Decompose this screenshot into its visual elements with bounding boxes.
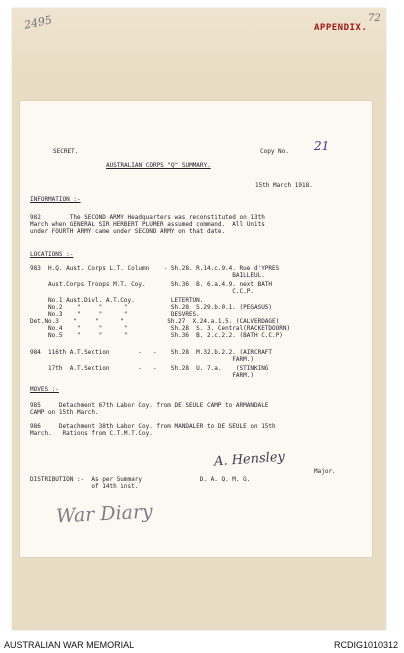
para-986-line-1: 986 Detachment 38th Labor Coy. from MANDALER to DE SEULE on 15th — [30, 423, 276, 430]
footer-institution: AUSTRALIAN WAR MEMORIAL — [4, 640, 135, 650]
distribution-line-2: of 14th inst. — [30, 483, 139, 490]
document-date: 15th March 1918. — [255, 182, 313, 189]
pencil-folio-number-left: 2495 — [22, 13, 54, 32]
para-985-line-1: 985 Detachment 67th Labor Coy. from DE SEULE CAMP to ARMANDALE — [30, 402, 269, 409]
war-diary-pencil-note: War Diary — [55, 500, 154, 528]
para-986-line-2: March. Rations from C.T.M.T.Coy. — [30, 430, 153, 437]
para-982-line-2: March when GENERAL SIR HERBERT PLUMER assumed command. All Units — [30, 221, 265, 228]
pencil-folio-number-right: 72 — [368, 13, 381, 24]
location-line: FARM.) — [30, 356, 254, 363]
location-line: FARM.) — [30, 372, 254, 379]
location-line: 983 H.Q. Aust. Corps L.T. Column - Sh.28. R.14.c.9.4. Rue d'YPRES — [30, 265, 280, 272]
location-line: 984 116th A.T.Section - - Sh.28 M.32.b.2.2. (AIRCRAFT — [30, 349, 273, 356]
location-line: 17th A.T.Section - - Sh.28 U. 7.a. (STINKING — [30, 365, 269, 372]
para-985-line-2: CAMP on 15th March. — [30, 409, 99, 416]
location-line: No.1 Aust.Divl. A.T.Coy. LETERTUN. — [30, 297, 204, 304]
moves-heading: MOVES :- — [30, 386, 59, 393]
location-line: Aust.Corps Troops M.T. Coy. Sh.36 B. 6.a.4.9. next BATH — [30, 281, 273, 288]
officer-signature: A. Hensley — [213, 449, 286, 470]
copy-number-handwritten: 21 — [314, 139, 330, 153]
location-line: C.C.P. — [30, 288, 254, 295]
locations-heading: LOCATIONS :- — [30, 251, 74, 258]
footer-reference: RCDIG1010312 — [333, 640, 398, 650]
information-heading: INFORMATION :- — [30, 196, 81, 203]
document-title: AUSTRALIAN CORPS "Q" SUMMARY. — [106, 162, 211, 169]
para-982-line-1: 982 The SECOND ARMY Headquarters was reconstituted on 13th — [30, 214, 265, 221]
backing-top-band — [12, 8, 386, 78]
para-982-line-3: under FOURTH ARMY came under SECOND ARMY on that date. — [30, 228, 226, 235]
location-line: No.5 " " " Sh.36 B. 2.c.2.2. (BATH C.C.P) — [30, 332, 283, 339]
location-line: No.3 " " " DESVRES. — [30, 311, 200, 318]
location-line: BAILLEUL. — [30, 272, 265, 279]
appendix-stamp: APPENDIX. — [314, 23, 368, 33]
signature-rank: Major. — [314, 468, 336, 475]
copy-number-label: Copy No. — [260, 148, 289, 155]
secret-marking: SECRET. — [53, 148, 79, 155]
location-line: No.4 " " " Sh.28 S. 3. Central(RACKETDOORN) — [30, 325, 291, 332]
location-line: Det.No.3 " " " Sh.27 X.24.a.1.5. (CALVERDAGE) — [30, 318, 280, 325]
location-line: No.2 " " " Sh.28 S.29.b.0.1. (PEGASUS) — [30, 304, 273, 311]
distribution-line-1: DISTRIBUTION :- As per Summary D. A. Q. M. G. — [30, 476, 251, 483]
